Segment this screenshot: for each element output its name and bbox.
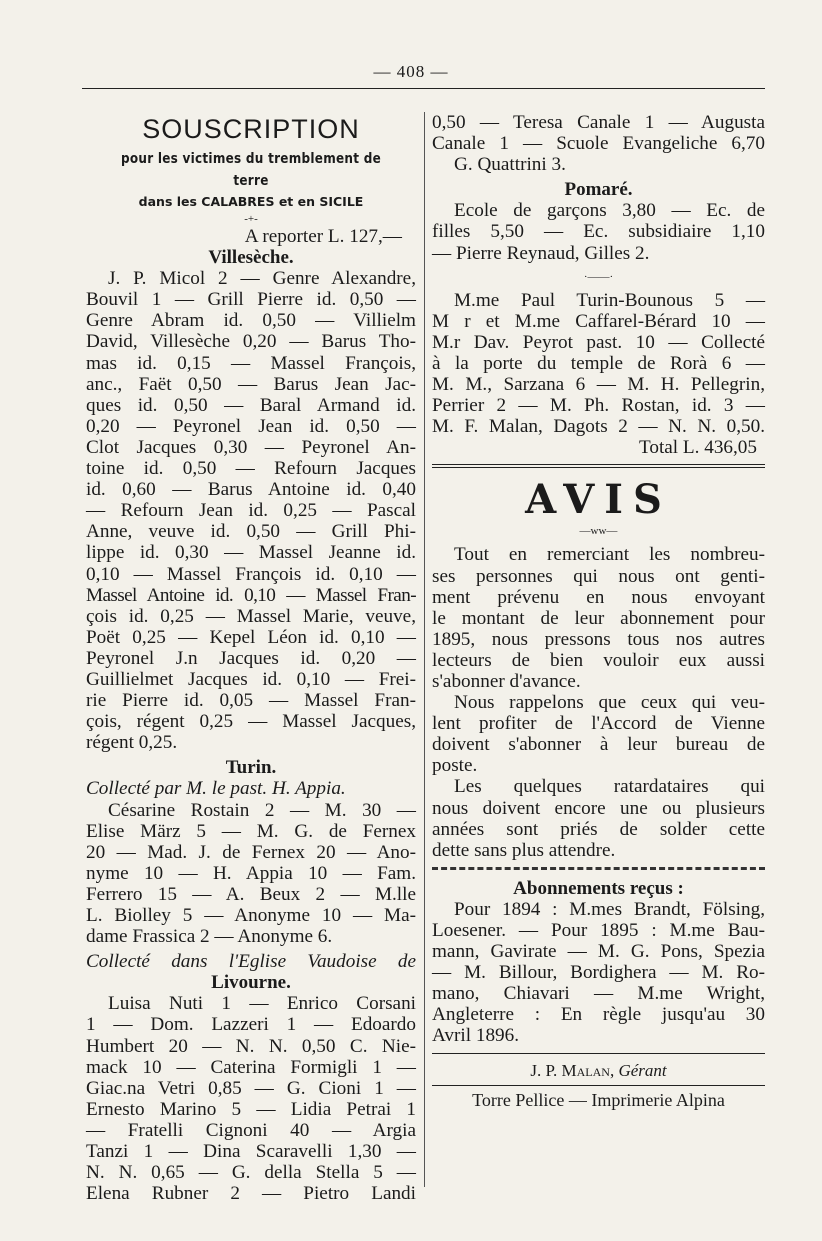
list-line: Loesener. — Pour 1895 : M.me Bau- [432,920,765,941]
list-line: — M. Billour, Bordighera — M. Ro- [432,962,765,984]
list-line: anc., Faët 0,50 — Barus Jean Jac- [86,373,416,395]
text-line: Nous rappelons que ceux qui veu- [454,692,765,714]
list-line: David, Villesèche 0,20 — Barus Tho- [86,331,416,353]
text-line: ment prévenu en nous envoyant [432,586,765,608]
list-line: régent 0,25. [86,732,178,754]
list-line: Ernesto Marino 5 — Lidia Petrai 1 [86,1098,416,1120]
page-number: — 408 — [373,62,449,81]
list-line: J. P. Micol 2 — Genre Alexandre, [108,268,416,290]
avis-paragraph-3 [432,776,765,860]
list-line: Anne, veuve id. 0,50 — Grill Phi- [86,521,416,543]
turin-collecte: Collecté par M. le past. H. Appia. [86,778,346,800]
list-line: Elena Rubner 2 — Pietro Landi [86,1183,416,1205]
list-line: rie Pierre id. 0,05 — Massel Fran- [86,690,416,712]
text-line: poste. [432,755,478,777]
section-rule [432,867,765,870]
list-line: Poët 0,25 — Kepel Léon id. 0,10 — [86,626,416,648]
ornament: ·——· [583,270,614,283]
turin-list [86,800,416,948]
list-line: mano, Chiavari — M.me Wright, [432,983,765,1005]
list-line: M.r Dav. Peyrot past. 10 — Collecté [432,331,765,353]
list-line: 1 — Dom. Lazzeri 1 — Edoardo [86,1014,416,1036]
avis-paragraph-1 [432,544,765,692]
list-line: Canale 1 — Scuole Evangeliche 6,70 [432,133,765,155]
list-line: à la porte du temple de Rorà 6 — [432,352,765,374]
text-line: Tout en remerciant les nombreu- [454,544,765,566]
villeseche-list [86,268,416,753]
turin-heading: Turin. [225,757,277,779]
list-line: Césarine Rostain 2 — M. 30 — [108,799,416,821]
left-column [86,112,416,1204]
list-line: çois, régent 0,25 — Massel Jacques, [86,711,416,733]
turin-donations-list [432,290,765,438]
pomare-list [432,200,765,263]
list-line: M. F. Malan, Dagots 2 — N. N. 0,50. [432,416,765,438]
list-line: mas id. 0,15 — Massel François, [86,352,416,374]
souscription-subtitle: pour les victimes du tremblement de terre [120,151,382,189]
avis-ornament: —ww— [579,525,618,538]
list-line: 0,50 — Teresa Canale 1 — Augusta [432,112,765,133]
section-rule [432,464,765,468]
text-line: doivent s'abonner à leur bureau de [432,734,765,756]
souscription-subtitle-2: dans les CALABRES et en SICILE [138,194,364,209]
imprimerie-line: Torre Pellice — Imprimerie Alpina [472,1089,725,1110]
list-line: ques id. 0,50 — Baral Armand id. [86,394,416,416]
text-line: lent profiter de l'Accord de Vienne [432,713,765,735]
list-line: toine id. 0,50 — Refourn Jacques [86,458,416,480]
list-line: M r et M.me Caffarel-Bérard 10 — [432,310,765,332]
avis-paragraph-2 [432,692,765,776]
list-line: Pour 1894 : M.mes Brandt, Fölsing, [454,898,765,920]
list-line: çois id. 0,25 — Massel Marie, veuve, [86,605,416,627]
livourne-heading: Livourne. [211,972,291,994]
abonnements-heading: Abonnements reçus : [513,877,684,899]
list-line: id. 0,60 — Barus Antoine id. 0,40 [86,479,416,501]
reporter-line: A reporter L. 127,— [244,226,402,247]
list-line: Ferrero 15 — A. Beux 2 — M.lle [86,883,416,905]
list-line: N. N. 0,65 — G. della Stella 5 — [86,1162,416,1184]
column-divider [424,112,425,1187]
abonnements-list [432,899,765,1047]
text-line: Les quelques ratardataires qui [454,776,765,798]
list-line: mann, Gavirate — M. G. Pons, Spezia [432,941,765,963]
text-line: le montant de leur abonnement pour [432,607,765,629]
list-line: filles 5,50 — Ec. subsidiaire 1,10 [432,221,765,243]
list-line: Peyronel J.n Jacques id. 0,20 — [86,647,416,669]
ornament: -+- [244,213,258,225]
list-line: Avril 1896. [432,1025,520,1047]
list-line: lippe id. 0,30 — Massel Jeanne id. [86,542,416,564]
list-line: 0,20 — Peyronel Jean id. 0,50 — [86,415,416,437]
list-line: M. M., Sarzana 6 — M. H. Pellegrin, [432,374,765,396]
list-line: M.me Paul Turin-Bounous 5 — [454,289,765,311]
right-column [432,112,765,1111]
list-line: Bouvil 1 — Grill Pierre id. 0,50 — [86,289,416,311]
text-line: lecteurs de bien vouloir eux aussi [432,649,765,671]
list-line: Luisa Nuti 1 — Enrico Corsani [108,993,416,1015]
list-line: Tanzi 1 — Dina Scaravelli 1,30 — [86,1141,416,1163]
list-line: Perrier 2 — M. Ph. Rostan, id. 3 — [432,395,765,417]
total-line: Total L. 436,05 [638,437,757,459]
livourne-list [86,993,416,1204]
list-line: G. Quattrini 3. [454,154,566,176]
section-rule [432,1053,765,1054]
list-line: nyme 10 — H. Appia 10 — Fam. [86,862,416,884]
list-line: Genre Abram id. 0,50 — Villielm [86,310,416,332]
text-line: dette sans plus attendre. [432,839,616,861]
list-line: Elise März 5 — M. G. de Fernex [86,820,416,842]
list-line: — Refourn Jean id. 0,25 — Pascal [86,500,416,522]
list-line: dame Frassica 2 — Anonyme 6. [86,926,333,948]
avis-title: AVIS [525,476,672,524]
souscription-title: SOUSCRIPTION [142,114,360,144]
list-line: Humbert 20 — N. N. 0,50 C. Nie- [86,1035,416,1057]
list-line: Ecole de garçons 3,80 — Ec. de [454,200,765,222]
section-rule [432,1085,765,1086]
list-line: — Pierre Reynaud, Gilles 2. [432,242,650,264]
livourne-continuation [432,112,765,175]
text-line: ses personnes qui nous ont genti- [432,565,765,587]
list-line: — Fratelli Cignoni 40 — Argia [86,1119,416,1141]
list-line: L. Biolley 5 — Anonyme 10 — Ma- [86,905,416,926]
livourne-collecte: Collecté dans l'Eglise Vaudoise de [86,951,416,973]
pomare-heading: Pomaré. [564,179,633,201]
text-line: années sont priés de solder cette [432,818,765,840]
list-line: Angleterre : En règle jusqu'au 30 [432,1004,765,1026]
gerant-line [432,1060,765,1081]
list-line: mack 10 — Caterina Formigli 1 — [86,1056,416,1078]
list-line: Massel Antoine id. 0,10 — Massel Fran- [86,584,416,606]
list-line: 0,10 — Massel François id. 0,10 — [86,563,416,585]
villeseche-heading: Villesèche. [208,247,294,269]
text-line: nous doivent encore une ou plusieurs [432,797,765,819]
list-line: Clot Jacques 0,30 — Peyronel An- [86,436,416,458]
text-line: s'abonner d'avance. [432,670,581,692]
list-line: 20 — Mad. J. de Fernex 20 — Ano- [86,841,416,863]
gerant-name: J. P. Malan, [530,1060,615,1080]
header-rule [82,88,765,89]
gerant-role: Gérant [618,1060,667,1080]
list-line: Guillielmet Jacques id. 0,10 — Frei- [86,668,416,690]
list-line: Giac.na Vetri 0,85 — G. Cioni 1 — [86,1077,416,1099]
text-line: 1895, nous pressons tous nos autres [432,628,765,650]
